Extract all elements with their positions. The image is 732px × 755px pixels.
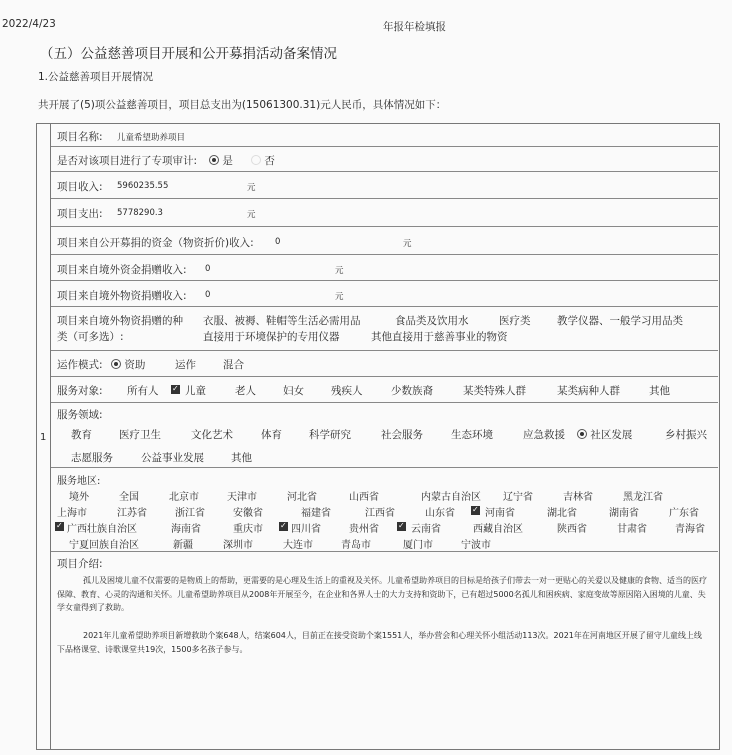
region-option[interactable]: 大连市 — [283, 540, 313, 551]
income-label: 项目收入: — [57, 181, 103, 193]
row-foreign-cash — [51, 255, 718, 281]
region-option[interactable]: 青海省 — [675, 524, 705, 535]
goods-type-option[interactable]: 食品类及饮用水 — [395, 315, 469, 327]
region-option[interactable]: 河北省 — [287, 492, 317, 503]
region-guangxi-checkbox[interactable] — [55, 522, 64, 531]
target-option[interactable]: 老人 — [235, 385, 256, 397]
region-option[interactable]: 河南省 — [485, 508, 515, 519]
public-unit: 元 — [403, 239, 412, 249]
mode-option-operate[interactable]: 运作 — [175, 359, 196, 371]
field-option[interactable]: 社会服务 — [381, 429, 423, 441]
subsection-title: 1.公益慈善项目开展情况 — [38, 71, 154, 83]
section-title: （五）公益慈善项目开展和公开募捐活动备案情况 — [40, 46, 337, 62]
region-option[interactable]: 西藏自治区 — [473, 524, 523, 535]
region-option[interactable]: 宁夏回族自治区 — [69, 540, 139, 551]
foreign-goods-label: 项目来自境外物资捐赠收入: — [57, 290, 187, 302]
foreign-cash-label: 项目来自境外资金捐赠收入: — [57, 264, 187, 276]
target-children-checkbox[interactable] — [171, 385, 180, 394]
target-option[interactable]: 少数族裔 — [391, 385, 433, 397]
region-option[interactable]: 黑龙江省 — [623, 492, 663, 503]
audit-no-label: 否 — [264, 155, 275, 167]
intro-label: 项目介绍: — [57, 558, 103, 570]
row-public-fundraising — [51, 227, 718, 255]
intro-paragraph-1: 孤儿及困境儿童不仅需要的是物质上的帮助，更需要的是心理及生活上的重视及关怀。儿童希望助养项目的目标是给孩子们带去一对一更贴心的关爱以及健康的食物、适当的医疗保障、教育、心灵的沟通和关怀。儿童希望助养项目从2008年开展至今，在企业和各界人士的大力支持和资助下，已有超过5000名孤儿和困疾病、家庭变故等原因陷入困境的儿童、失学女童得到了救助。 — [57, 576, 707, 612]
field-option[interactable]: 文化艺术 — [191, 429, 233, 441]
goods-type-option[interactable]: 直接用于环境保护的专用仪器 — [203, 331, 340, 343]
row-service-fields — [51, 403, 718, 468]
goods-type-option[interactable]: 医疗类 — [499, 315, 531, 327]
region-option[interactable]: 天津市 — [227, 492, 257, 503]
audit-no-option[interactable] — [251, 153, 275, 168]
target-option[interactable]: 某类特殊人群 — [463, 385, 526, 397]
region-option[interactable]: 安徽省 — [233, 508, 263, 519]
region-option[interactable]: 广东省 — [669, 508, 699, 519]
summary-text: 共开展了(5)项公益慈善项目，项目总支出为(15061300.31)元人民币，具体情况如下： — [38, 99, 447, 111]
region-option[interactable]: 陕西省 — [557, 524, 587, 535]
region-option[interactable]: 青岛市 — [341, 540, 371, 551]
field-option[interactable]: 生态环境 — [451, 429, 493, 441]
row-number: 1 — [40, 432, 47, 443]
mode-fund-radio[interactable] — [111, 359, 121, 369]
expense-label: 项目支出: — [57, 208, 103, 220]
field-community-option[interactable] — [577, 427, 632, 442]
target-option[interactable]: 儿童 — [185, 385, 206, 397]
foreign-cash-unit: 元 — [335, 266, 344, 276]
public-value: 0 — [275, 237, 281, 247]
document-title: 年报年检填报 — [383, 21, 446, 33]
region-option[interactable]: 湖南省 — [609, 508, 639, 519]
field-option[interactable]: 科学研究 — [309, 429, 351, 441]
row-goods-type — [51, 307, 718, 351]
region-option[interactable]: 甘肃省 — [617, 524, 647, 535]
target-label: 服务对象: — [57, 385, 103, 397]
region-option[interactable]: 浙江省 — [175, 508, 205, 519]
region-label: 服务地区: — [57, 476, 101, 487]
region-option[interactable]: 新疆 — [173, 540, 193, 551]
field-option[interactable]: 医疗卫生 — [119, 429, 161, 441]
region-option[interactable]: 上海市 — [57, 508, 87, 519]
project-table — [36, 123, 720, 750]
target-option[interactable]: 残疾人 — [331, 385, 363, 397]
intro-paragraph-2: 2021年儿童希望助养项目新增救助个案648人，结案604人，目前正在接受资助个案1551人，举办营会和心理关怀小组活动113次。2021年在河南地区开展了留守儿童线上线下品格课堂、诗歌课堂共19次，1500多名孩子参与。 — [57, 631, 702, 654]
field-community-label: 社区发展 — [590, 429, 633, 441]
region-henan-checkbox[interactable] — [471, 506, 480, 515]
name-value: 儿童希望助养项目 — [117, 133, 186, 143]
row-project-intro — [51, 552, 718, 749]
region-option[interactable]: 北京市 — [169, 492, 199, 503]
goods-type-option[interactable]: 教学仪器、一般学习用品类 — [557, 315, 683, 327]
goods-type-label-line2: 类（可多选）: — [57, 331, 124, 343]
print-date: 2022/4/23 — [2, 18, 56, 30]
region-option[interactable]: 内蒙古自治区 — [421, 492, 481, 503]
region-option[interactable]: 山东省 — [425, 508, 455, 519]
audit-yes-label: 是 — [222, 155, 233, 167]
audit-yes-option[interactable] — [209, 153, 233, 168]
name-label: 项目名称: — [57, 131, 103, 143]
region-option[interactable]: 湖北省 — [547, 508, 577, 519]
field-option[interactable]: 志愿服务 — [71, 452, 113, 464]
goods-type-label-line1: 项目来自境外物资捐赠的种 — [57, 315, 183, 327]
audit-yes-radio[interactable] — [209, 155, 219, 165]
region-option[interactable]: 贵州省 — [349, 524, 379, 535]
mode-label: 运作模式: — [57, 359, 103, 371]
row-audit — [51, 147, 718, 172]
target-option[interactable]: 其他 — [649, 385, 670, 397]
mode-option-mixed[interactable]: 混合 — [223, 359, 244, 371]
row-service-regions — [51, 468, 718, 552]
region-option[interactable]: 江西省 — [365, 508, 395, 519]
region-option[interactable]: 辽宁省 — [503, 492, 533, 503]
region-option[interactable]: 重庆市 — [233, 524, 263, 535]
row-income — [51, 172, 718, 199]
row-expense — [51, 199, 718, 227]
row-number-column — [37, 124, 51, 749]
public-label: 项目来自公开募捐的资金（物资折价)收入: — [57, 237, 254, 249]
audit-no-radio[interactable] — [251, 155, 261, 165]
region-option[interactable]: 厦门市 — [403, 540, 433, 551]
field-option[interactable]: 教育 — [71, 429, 92, 441]
region-option[interactable]: 云南省 — [411, 524, 441, 535]
field-option[interactable]: 其他 — [231, 452, 252, 464]
region-option[interactable]: 全国 — [119, 492, 139, 503]
row-service-targets — [51, 377, 718, 403]
goods-type-option[interactable]: 其他直接用于慈善事业的物资 — [371, 331, 508, 343]
region-option[interactable]: 广西壮族自治区 — [67, 524, 137, 535]
target-option[interactable]: 某类病种人群 — [557, 385, 620, 397]
target-option[interactable]: 妇女 — [283, 385, 304, 397]
foreign-cash-value: 0 — [205, 264, 211, 274]
row-project-name — [51, 124, 718, 147]
field-label: 服务领域: — [57, 409, 103, 421]
mode-option-fund[interactable] — [111, 357, 145, 372]
income-unit: 元 — [247, 183, 256, 193]
target-option[interactable]: 所有人 — [127, 385, 159, 397]
region-option[interactable]: 境外 — [69, 492, 89, 503]
field-community-radio[interactable] — [577, 429, 587, 439]
field-option[interactable]: 公益事业发展 — [141, 452, 204, 464]
income-value: 5960235.55 — [117, 181, 169, 191]
region-sichuan-checkbox[interactable] — [279, 522, 288, 531]
goods-type-option[interactable]: 衣服、被褥、鞋帽等生活必需用品 — [203, 315, 361, 327]
region-option[interactable]: 吉林省 — [563, 492, 593, 503]
expense-value: 5778290.3 — [117, 208, 163, 218]
mode-fund-label: 资助 — [124, 359, 146, 371]
row-operation-mode — [51, 351, 718, 377]
region-option[interactable]: 四川省 — [291, 524, 321, 535]
region-option[interactable]: 深圳市 — [223, 540, 253, 551]
field-option[interactable]: 乡村振兴 — [665, 429, 707, 441]
expense-unit: 元 — [247, 210, 256, 220]
row-foreign-goods — [51, 281, 718, 307]
field-option[interactable]: 体育 — [261, 429, 282, 441]
region-option[interactable]: 江苏省 — [117, 508, 147, 519]
audit-label: 是否对该项目进行了专项审计: — [57, 155, 198, 167]
foreign-goods-value: 0 — [205, 290, 211, 300]
region-option[interactable]: 海南省 — [171, 524, 201, 535]
region-option[interactable]: 宁波市 — [461, 540, 491, 551]
region-option[interactable]: 山西省 — [349, 492, 379, 503]
foreign-goods-unit: 元 — [335, 292, 344, 302]
region-yunnan-checkbox[interactable] — [397, 522, 406, 531]
field-option[interactable]: 应急救援 — [523, 429, 565, 441]
region-option[interactable]: 福建省 — [301, 508, 331, 519]
